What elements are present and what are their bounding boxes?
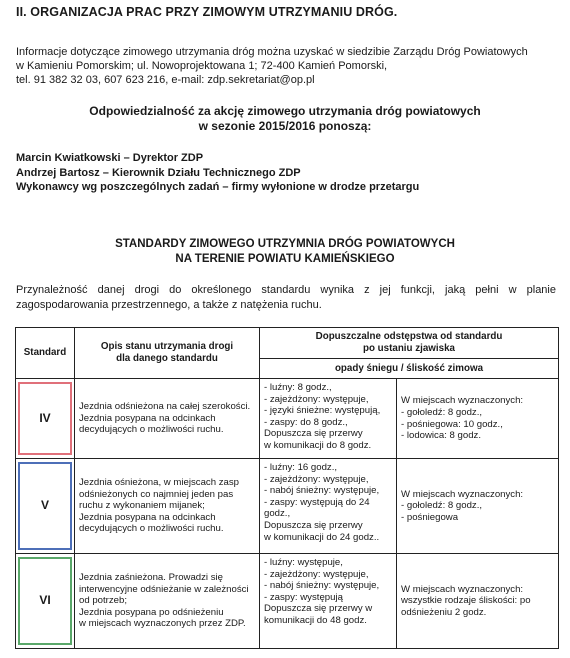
snow-cell <box>260 459 397 554</box>
standards-heading <box>0 237 570 267</box>
ice-line: - pośniegowa: 10 godz., <box>401 418 503 430</box>
snow-line: - luźny: 16 godz., <box>264 462 338 473</box>
description-line: Jezdnia odśnieżona na całej szerokości. <box>79 401 251 413</box>
table-row <box>16 459 559 554</box>
snow-line: Dopuszcza się przerwy w <box>264 603 373 615</box>
ice-line: W miejscach wyznaczonych: <box>401 395 524 407</box>
ice-line: wszystkie rodzaje śliskości: po <box>401 595 531 607</box>
description-line: Jezdnia posypana na odcinkach <box>79 511 216 523</box>
snow-line: - luźny: występuje, <box>264 557 343 568</box>
ice-cell <box>397 379 559 459</box>
info-line: Informacje dotyczące zimowego utrzymania dróg można uzyskać w siedzibie Zarządu Dróg Powiatowych <box>16 46 528 58</box>
table-row <box>16 379 559 459</box>
info-line: w Kamieniu Pomorskim; ul. Nowoprojektowana 1; 72-400 Kamień Pomorski, <box>16 60 388 72</box>
header-deviations <box>260 328 559 359</box>
intro-paragraph: Przynależność danej drogi do określonego standardu wynika z jej funkcji, jaką pełni w planie zagospodarowania przestrzennego, a także z natężenia ruchu. <box>16 284 556 311</box>
ice-line: W miejscach wyznaczonych: <box>401 583 524 595</box>
ice-line: - gołoledź: 8 godz., <box>401 500 483 512</box>
header-snow-ice: opady śniegu / śliskość zimowa <box>260 359 559 379</box>
table-row <box>16 554 559 649</box>
person-line: Wykonawcy wg poszczególnych zadań – firmy wyłonione w drodze przetargu <box>16 181 420 193</box>
standard-cell <box>16 459 75 554</box>
description-line: Jezdnia zaśnieżona. Prowadzi się <box>79 572 223 584</box>
snow-line: Dopuszcza się przerwy <box>264 519 363 531</box>
snow-line: - zaspy: do 8 godz., <box>264 416 348 428</box>
description-cell <box>75 379 260 459</box>
snow-line: - języki śnieżne: występują, <box>264 405 381 417</box>
snow-line: - zaspy: występują <box>264 591 343 603</box>
header-description-line: dla danego standardu <box>116 353 218 364</box>
description-line: Jezdnia posypana na odcinkach <box>79 412 216 424</box>
description-cell <box>75 459 260 554</box>
description-line: ruchu z wykonaniem mijanek; <box>79 500 205 512</box>
table-header-row <box>16 328 559 359</box>
section-title: II. ORGANIZACJA PRAC PRZY ZIMOWYM UTRZYMANIU DRÓG. <box>16 5 398 19</box>
ice-line: - gołoledź: 8 godz., <box>401 406 483 418</box>
header-description <box>75 328 260 379</box>
standards-heading-line: NA TERENIE POWIATU KAMIEŃSKIEGO <box>175 253 395 265</box>
description-line: interwencyjne odśnieżanie w zależności <box>79 583 249 595</box>
snow-line: - nabój śnieżny: występuje, <box>264 580 380 592</box>
standard-label: V <box>40 498 49 513</box>
ice-cell <box>397 554 559 649</box>
info-line: tel. 91 382 32 03, 607 623 216, e-mail: zdp.sekretariat@op.pl <box>16 74 315 86</box>
snow-line: - zaspy: występują do 24 <box>264 496 370 508</box>
snow-cell <box>260 554 397 649</box>
description-line: Jezdnia ośnieżona, w miejscach zasp <box>79 477 239 489</box>
snow-line: Dopuszcza się przerwy <box>264 428 363 440</box>
standard-cell <box>16 554 75 649</box>
snow-line: w komunikacji do 24 godz.. <box>264 531 380 543</box>
person-line: Andrzej Bartosz – Kierownik Działu Technicznego ZDP <box>16 166 301 179</box>
description-line: odśnieżonych co najmniej jeden pas <box>79 488 234 500</box>
header-standard: Standard <box>16 328 75 379</box>
ice-line: - lodowica: 8 godz. <box>401 430 481 442</box>
snow-line: - luźny: 8 godz., <box>264 382 332 393</box>
description-line: decydujących o możliwości ruchu. <box>79 424 224 436</box>
snow-line: - zajeżdżony: występuje, <box>264 568 369 580</box>
standard-cell <box>16 379 75 459</box>
description-cell <box>75 554 260 649</box>
responsibility-line: Odpowiedzialność za akcję zimowego utrzymania dróg powiatowych <box>89 104 481 118</box>
responsible-people <box>16 151 419 195</box>
snow-line: w komunikacji do 8 godz. <box>264 439 372 451</box>
person-line: Marcin Kwiatkowski – Dyrektor ZDP <box>16 152 204 164</box>
snow-line: - zajeżdżony: występuje, <box>264 473 369 485</box>
ice-cell <box>397 459 559 554</box>
responsibility-line: w sezonie 2015/2016 ponoszą: <box>198 119 372 133</box>
standards-heading-line: STANDARDY ZIMOWEGO UTRZYMNIA DRÓG POWIATOWYCH <box>115 238 455 250</box>
ice-line: odśnieżeniu 2 godz. <box>401 606 487 618</box>
description-line: w miejscach wyznaczonych przez ZDP. <box>79 618 246 630</box>
standard-label: IV <box>39 410 51 425</box>
snow-line: - nabój śnieżny: występuje, <box>264 485 380 497</box>
description-line: od potrzeb; <box>79 595 128 607</box>
snow-cell <box>260 379 397 459</box>
header-deviations-line: Dopuszczalne odstępstwa od standardu <box>315 331 503 343</box>
standards-table <box>15 327 559 649</box>
snow-line: - zajeżdżony: występuje, <box>264 393 369 405</box>
snow-line: godz., <box>264 508 291 520</box>
description-line: decydujących o możliwości ruchu. <box>79 523 224 535</box>
header-deviations-line: po ustaniu zjawiska <box>362 343 455 354</box>
header-description-line: Opis stanu utrzymania drogi <box>100 341 234 353</box>
ice-line: W miejscach wyznaczonych: <box>401 488 524 500</box>
standard-label: VI <box>39 593 51 608</box>
contact-info <box>16 45 556 87</box>
description-line: Jezdnia posypana po odśnieżeniu <box>79 606 224 618</box>
responsibility-heading <box>0 104 570 134</box>
snow-line: komunikacji do 48 godz. <box>264 614 367 626</box>
ice-line: - pośniegowa <box>401 511 459 523</box>
